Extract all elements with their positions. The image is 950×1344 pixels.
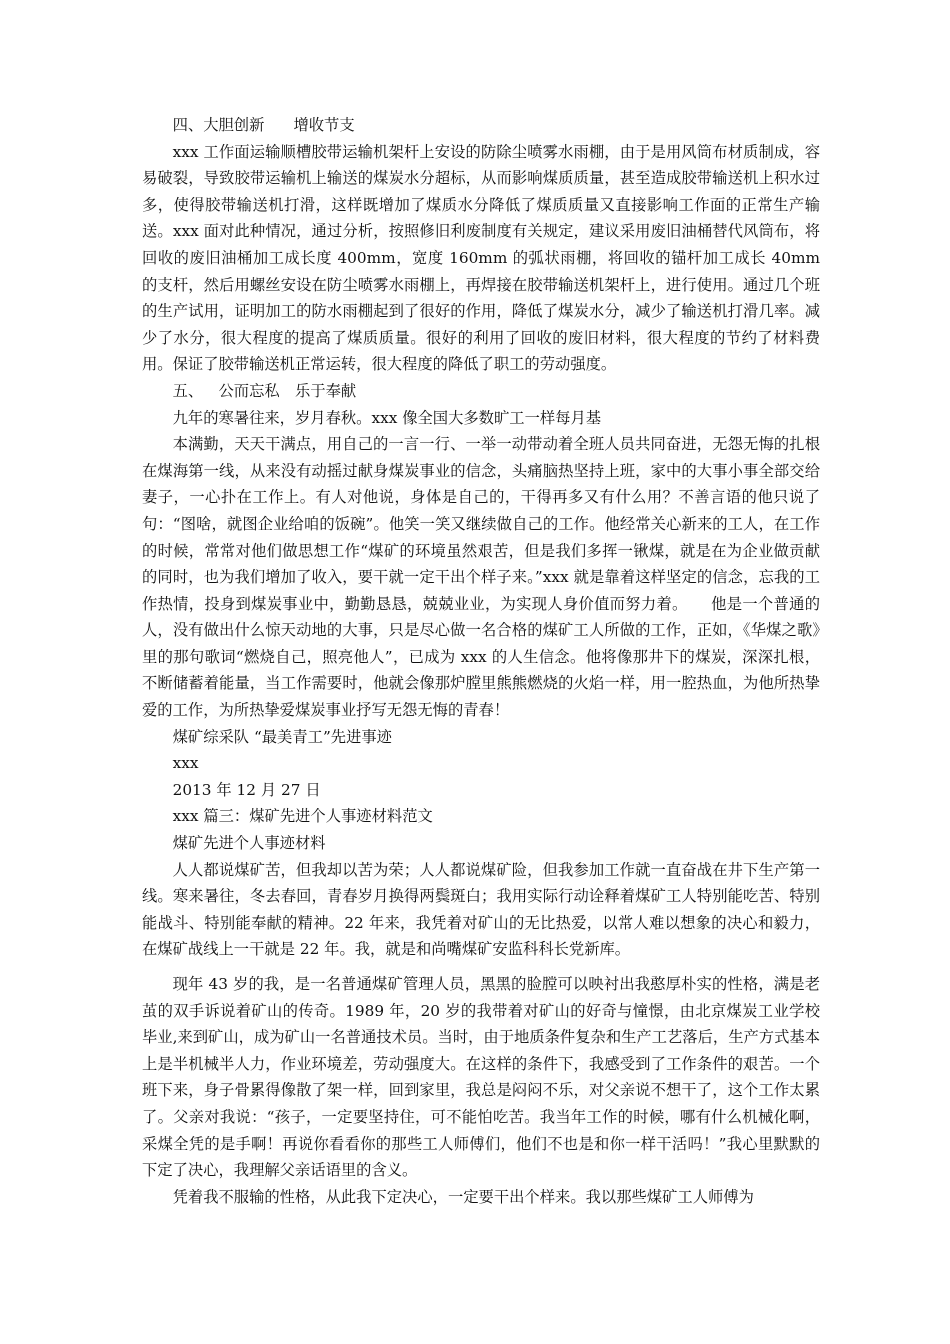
article-3-subtitle: 煤矿先进个人事迹材料 (172, 834, 326, 853)
signoff-title: 煤矿综采队 “最美青工”先进事迹 (172, 727, 392, 746)
section-4-heading-a: 四、大胆创新 (172, 116, 265, 134)
section-5-heading-a: 五、 (172, 381, 204, 400)
section-5-line-1: 九年的寒暑往来，岁月春秋。xxx 像全国大多数旷工一样每月基 (172, 408, 602, 427)
section-5-paragraph: 本满勤，天天干满点，用自己的一言一行、一举一动带动着全班人员共同奋进，无怨无悔的扎根在煤海第一线，从来没有动摇过献身煤炭事业的信念，头痛脑热坚持上班，家中的大事小事全部交给妻子，一心扑在工作上。有人对他说，身体是自己的，干得再多又有什么用？不善言语的他只说了句：“图啥，就图企业给咱的饭碗”。他笑一笑又继续做自己的工作。他经常关心新来的工人，在工作的时候，常常对他们做思想工作“煤矿的环境虽然艰苦，但是我们多挥一锹煤，就是在为企业做贡献的同时，也为我们增加了收入，要干就一定干出个样子来。”xxx 就是靠着这样坚定的信念，忘我的工作热情，投身到煤炭事业中，勤勤恳恳，兢兢业业，为实现人身价值而努力着。 他是一个普通的人，没有做出什么惊天动地的大事，只是尽心做一名合格的煤矿工人所做的工作，正如，《华煤之歌》里的那句歌词“燃烧自己，照亮他人”，已成为 xxx 的人生信念。他将像那井下的煤炭，深深扎根，不断储蓄着能量，当工作需要时，他就会像那炉膛里熊熊燃烧的火焰一样，用一腔热血，为他所热挚爱的工作，为所热挚爱煤炭事业抒写无怨无悔的青春！ (142, 435, 820, 720)
signoff-date: 2013 年 12 月 27 日 (172, 780, 321, 799)
section-4-heading-b: 增收节支 (293, 116, 355, 134)
document-body (142, 112, 820, 1210)
section-5-heading (142, 378, 820, 405)
section-5-heading-c: 乐于奉献 (295, 381, 357, 400)
signoff-name: xxx (172, 754, 199, 773)
section-4-heading (142, 112, 820, 139)
section-4-paragraph: xxx 工作面运输顺槽胶带运输机架杆上安设的防除尘喷雾水雨棚，由于是用风筒布材质制成，容易破裂，导致胶带运输机上输送的煤炭水分超标，从而影响煤质质量，甚至造成胶带输送机上积水过多，使得胶带输送机打滑，这样既增加了煤质水分降低了煤质质量又直接影响工作面的正常生产输送。xxx 面对此种情况，通过分析，按照修旧利废制度有关规定，建议采用废旧油桶替代风筒布，将回收的废旧油桶加工成长度 400mm，宽度 160mm 的弧状雨棚，将回收的锚杆加工成长 40mm 的支杆，然后用螺丝安设在防尘喷雾水雨棚上，再焊接在胶带输送机架杆上，进行使用。通过几个班的生产试用，证明加工的防水雨棚起到了很好的作用，降低了煤炭水分，减少了输送机打滑几率。减少了水分，很大程度的提高了煤质质量。很好的利用了回收的废旧材料，很大程度的节约了材料费用。保证了胶带输送机正常运转，很大程度的降低了职工的劳动强度。 (142, 142, 820, 374)
article-3-paragraph-2: 现年 43 岁的我，是一名普通煤矿管理人员，黑黑的脸膛可以映衬出我憨厚朴实的性格，满是老茧的双手诉说着矿山的传奇。1989 年，20 岁的我带着对矿山的好奇与憧憬，由北京煤炭工业学校毕业,来到矿山，成为矿山一名普通技术员。当时，由于地质条件复杂和生产工艺落后，生产方式基本上是半机械半人力，作业环境差，劳动强度大。在这样的条件下，我感受到了工作条件的艰苦。一个班下来，身子骨累得像散了架一样，回到家里，我总是闷闷不乐，对父亲说不想干了，这个工作太累了。父亲对我说：“孩子，一定要坚持住，可不能怕吃苦。我当年工作的时候，哪有什么机械化啊，采煤全凭的是手啊！再说你看看你的那些工人师傅们，他们不也是和你一样干活吗！”我心里默默的下定了决心，我理解父亲话语里的含义。 (142, 975, 820, 1180)
article-3-paragraph-3: 凭着我不服输的性格，从此我下定决心，一定要干出个样来。我以那些煤矿工人师傅为 (172, 1187, 754, 1206)
article-3-header: xxx 篇三：煤矿先进个人事迹材料范文 (172, 807, 433, 826)
article-3-paragraph-1: 人人都说煤矿苦，但我却以苦为荣；人人都说煤矿险，但我参加工作就一直奋战在井下生产第一线。寒来暑往，冬去春回，青春岁月换得两鬓斑白；我用实际行动诠释着煤矿工人特别能吃苦、特别能战斗、特别能奉献的精神。22 年来，我凭着对矿山的无比热爱，以常人难以想象的决心和毅力，在煤矿战线上一干就是 22 年。我，就是和尚嘴煤矿安监科科长党新库。 (142, 860, 820, 959)
section-5-heading-b: 公而忘私 (218, 381, 280, 400)
